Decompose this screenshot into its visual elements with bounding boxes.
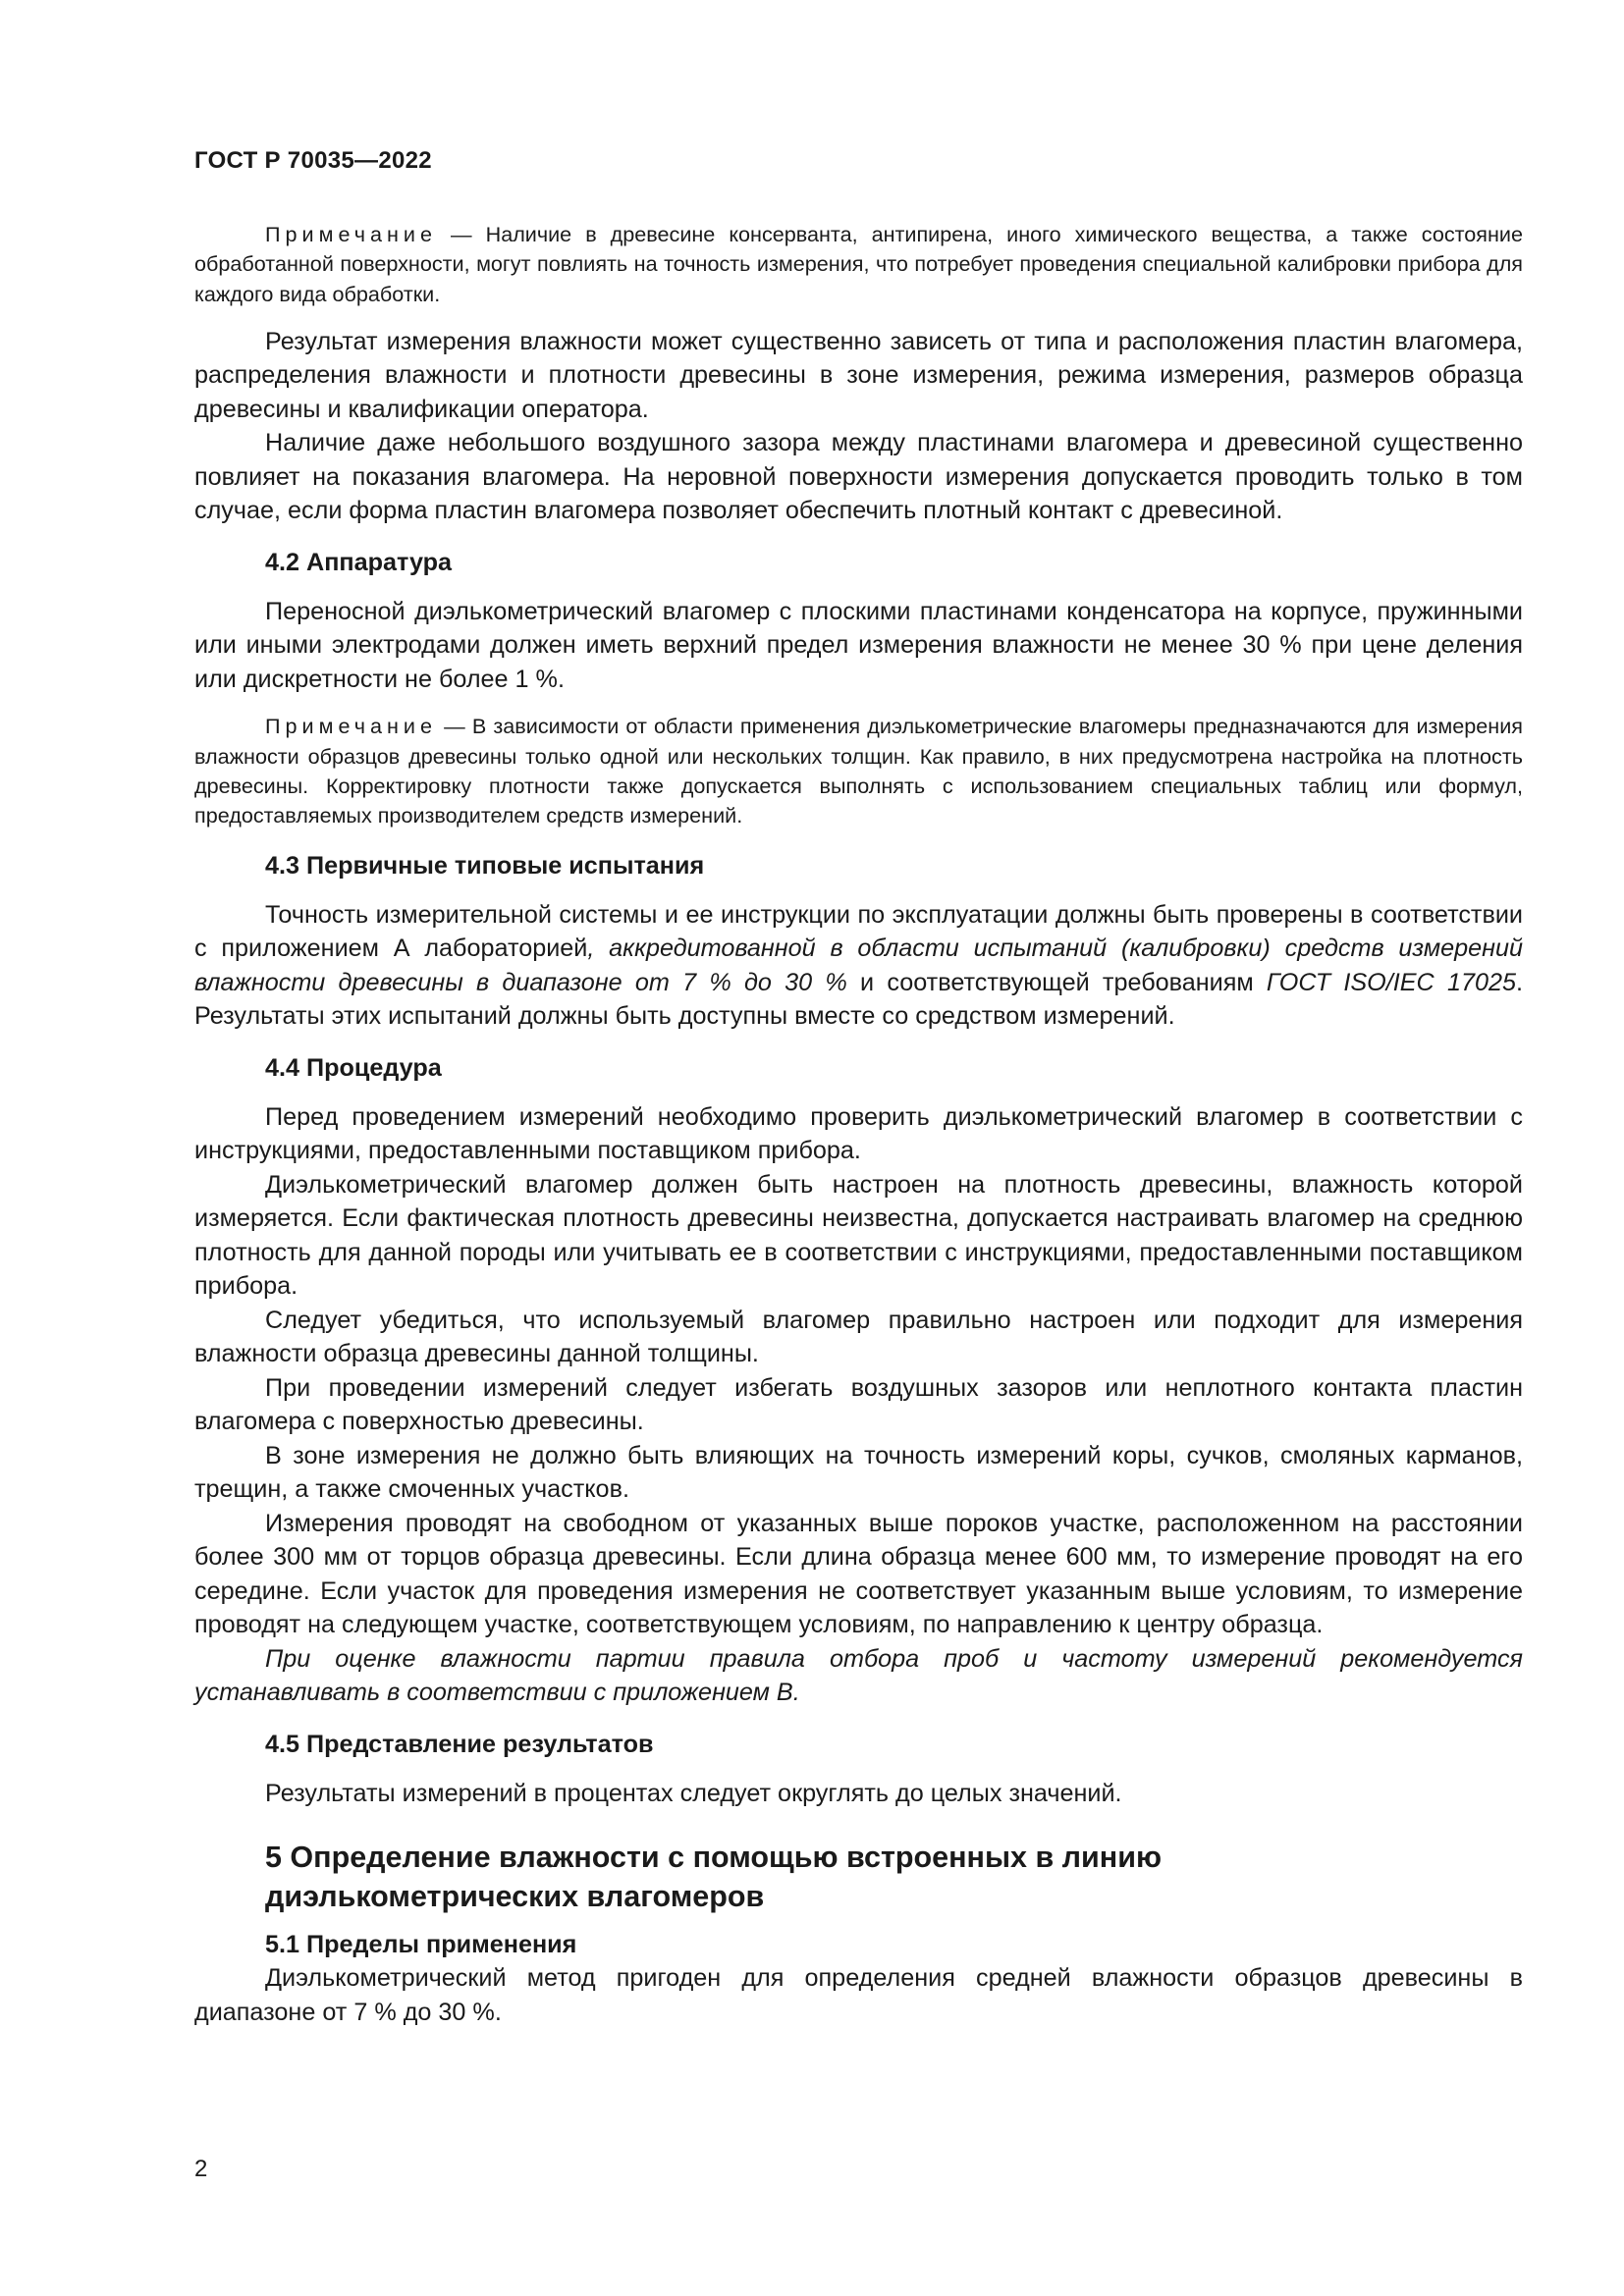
- body-paragraph: Результаты измерений в процентах следует округлять до целых значений.: [265, 1779, 1122, 1807]
- heading-line: диэлькометрических влагомеров: [265, 1880, 765, 1914]
- body-paragraph: В зоне измерения не должно быть влияющих на точность измерений коры, сучков, смоляных карманов, трещин, а также смоченных участков.: [194, 1441, 1523, 1504]
- note-paragraph: [194, 220, 1523, 309]
- note-label: Примечание: [265, 714, 437, 739]
- body-paragraph: [194, 898, 1523, 1034]
- document-header: ГОСТ Р 70035—2022: [194, 147, 432, 174]
- italic-run: При оценке влажности партии правила отбора проб и частоту измерений рекомендуется устанавливать в соответствии с приложением В.: [194, 1644, 1523, 1707]
- body-paragraph: Измерения проводят на свободном от указанных выше пороков участке, расположенном на расстоянии более 300 мм от торцов образца древесины. Если длина образца менее 600 мм, то измерение проводят на его середине. Если участок для проведения измерения не соответствует указанным выше условиям, то измерение проводят на следующем участке, соответствующем условиям, по направлению к центру образца.: [194, 1509, 1523, 1639]
- text-run: и соответствующей требованиям: [846, 968, 1267, 996]
- section-heading-4-5: 4.5 Представление результатов: [265, 1730, 654, 1758]
- note-text: — Наличие в древесине консерванта, антипирена, иного химического вещества, а также состояние обработанной поверхности, могут повлиять на точность измерения, что потребует проведения специальной калибровки прибора для каждого вида обработки.: [194, 222, 1523, 306]
- section-heading-5-1: 5.1 Пределы применения: [265, 1931, 577, 1959]
- italic-paragraph: [194, 1642, 1523, 1710]
- section-heading-4-2: 4.2 Аппаратура: [265, 548, 453, 576]
- body-paragraph: Следует убедиться, что используемый влагомер правильно настроен или подходит для измерения влажности образца древесины данной толщины.: [194, 1306, 1523, 1368]
- section-heading-5: [265, 1838, 1523, 1916]
- document-page: [194, 147, 1523, 2029]
- body-paragraph: Диэлькометрический влагомер должен быть настроен на плотность древесины, влажность которой измеряется. Если фактическая плотность древесины неизвестна, допускается настраивать влагомер на среднюю плотность для данной породы или учитывать ее в соответствии с инструкциями, предоставленными поставщиком прибора.: [194, 1170, 1523, 1301]
- text-run: . Результаты этих испытаний должны быть доступны вместе со средством измерений.: [194, 968, 1523, 1031]
- section-heading-4-4: 4.4 Процедура: [265, 1053, 442, 1082]
- body-paragraph: При проведении измерений следует избегать воздушных зазоров или неплотного контакта пластин влагомера с поверхностью древесины.: [194, 1373, 1523, 1436]
- note-paragraph: [194, 712, 1523, 830]
- note-text: — В зависимости от области применения диэлькометрические влагомеры предназначаются для измерения влажности образцов древесины только одной или нескольких толщин. Как правило, в них предусмотрена настройка на плотность древесины. Корректировку плотности также допускается выполнять с использованием специальных таблиц или формул, предоставляемых производителем средств измерений.: [194, 714, 1523, 828]
- note-label: Примечание: [265, 222, 437, 246]
- italic-run: , аккредитованной в области испытаний (калибровки) средств измерений влажности древесины в диапазоне от 7 % до 30 %: [194, 934, 1523, 996]
- body-paragraph: Результат измерения влажности может существенно зависеть от типа и расположения пластин влагомера, распределения влажности и плотности древесины в зоне измерения, режима измерения, размеров образца древесины и квалификации оператора.: [194, 327, 1523, 423]
- body-paragraph: Диэлькометрический метод пригоден для определения средней влажности образцов древесины в диапазоне от 7 % до 30 %.: [194, 1964, 1523, 2026]
- standard-reference: ГОСТ ISO/IEC 17025: [1266, 968, 1516, 996]
- section-heading-4-3: 4.3 Первичные типовые испытания: [265, 851, 705, 880]
- page-number: 2: [194, 2156, 208, 2182]
- body-paragraph: Переносной диэлькометрический влагомер с плоскими пластинами конденсатора на корпусе, пружинными или иными электродами должен иметь верхний предел измерения влажности не менее 30 % при цене деления или дискретности не более 1 %.: [194, 597, 1523, 693]
- body-paragraph: Наличие даже небольшого воздушного зазора между пластинами влагомера и древесиной существенно повлияет на показания влагомера. На неровной поверхности измерения допускается проводить только в том случае, если форма пластин влагомера позволяет обеспечить плотный контакт с древесиной.: [194, 429, 1523, 525]
- body-paragraph: Перед проведением измерений необходимо проверить диэлькометрический влагомер в соответствии с инструкциями, предоставленными поставщиком прибора.: [194, 1102, 1523, 1165]
- heading-line: 5 Определение влажности с помощью встроенных в линию: [265, 1841, 1163, 1875]
- text-run: Точность измерительной системы и ее инструкции по эксплуатации должны быть проверены в соответствии с приложением А лабораторией: [194, 900, 1523, 963]
